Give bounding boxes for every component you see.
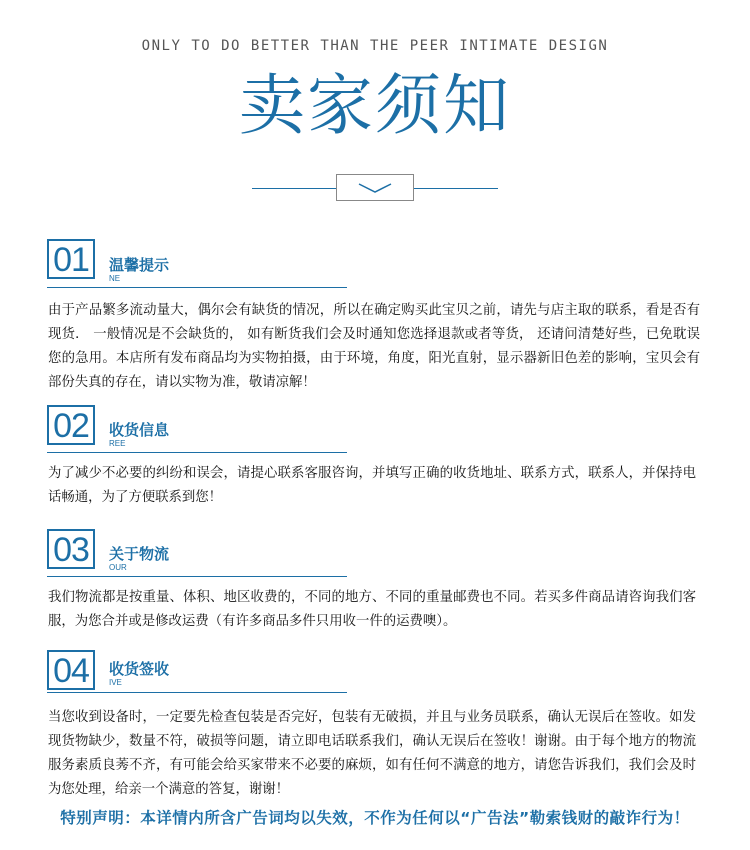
- expand-toggle[interactable]: [336, 174, 414, 201]
- section-number: 03: [47, 529, 95, 569]
- header-tagline: ONLY TO DO BETTER THAN THE PEER INTIMATE DESIGN: [141, 38, 609, 54]
- special-notice: 特别声明：本详情内所含广告词均以失效，不作为任何以“广告法”勒索钱财的敲诈行为！: [60, 809, 690, 827]
- section-subtitle: OUR: [109, 563, 127, 572]
- section-subtitle: REE: [109, 439, 126, 448]
- section-number: 02: [47, 405, 95, 445]
- chevron-down-icon: [355, 182, 395, 194]
- page-title: 卖家须知: [239, 67, 511, 144]
- section-divider: [47, 287, 347, 288]
- section-body: 由于产品繁多流动量大，偶尔会有缺货的情况，所以在确定购买此宝贝之前，请先与店主取的联系，看是否有现货． 一般情况是不会缺货的， 如有断货我们会及时通知您选择退款或者等货， 还请问清楚好些，已免耽误您的急用。本店所有发布商品均为实物拍摄，由于环境，角度，阳光直射，显示器新旧色差的影响，宝贝会有部份失真的存在，请以实物为准，敬请凉解！: [48, 303, 700, 390]
- section-divider: [47, 452, 347, 453]
- section-subtitle: NE: [109, 274, 121, 283]
- section-title: 温馨提示: [109, 256, 170, 274]
- section-title: 收货信息: [109, 421, 170, 439]
- section-body: 为了减少不必要的纠纷和误会，请提心联系客服咨询，并填写正确的收货地址、联系方式，联系人，并保持电话畅通，为了方便联系到您！: [48, 466, 696, 505]
- title-divider-left: [252, 188, 336, 189]
- section-divider: [47, 692, 347, 693]
- section-title: 收货签收: [109, 660, 170, 678]
- section-subtitle: IVE: [109, 678, 122, 687]
- section-number: 01: [47, 239, 95, 279]
- section-body: 当您收到设备时，一定要先检查包装是否完好，包装有无破损，并且与业务员联系，确认无误后在签收。如发现货物缺少，数量不符，破损等问题，请立即电话联系我们，确认无误后在签收！谢谢。由于每个地方的物流服务素质良莠不齐，有可能会给买家带来不必要的麻烦，如有任何不满意的地方，请您告诉我们，我们会及时为您处理，给亲一个满意的答复，谢谢！: [48, 710, 696, 797]
- title-divider-right: [414, 188, 498, 189]
- section-title: 关于物流: [109, 545, 170, 563]
- section-divider: [47, 576, 347, 577]
- section-body: 我们物流都是按重量、体积、地区收费的，不同的地方、不同的重量邮费也不同。若买多件商品请咨询我们客服，为您合并或是修改运费（有许多商品多件只用收一件的运费噢）。: [48, 590, 696, 629]
- section-number: 04: [47, 650, 95, 690]
